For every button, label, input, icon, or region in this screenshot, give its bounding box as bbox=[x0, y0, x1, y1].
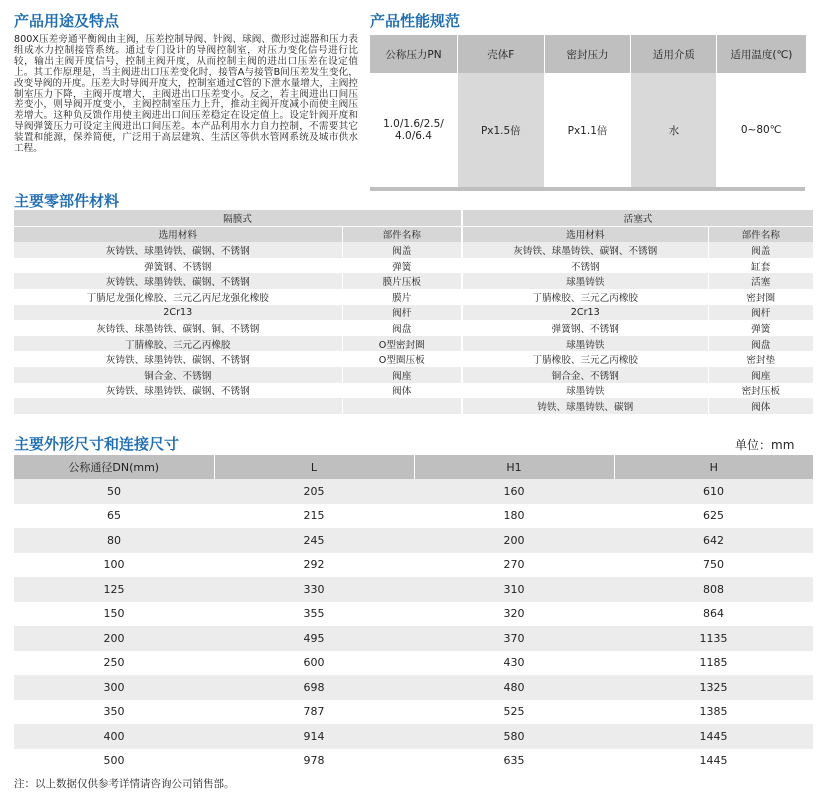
dimensions-row bbox=[14, 602, 813, 627]
performance-value-row bbox=[370, 73, 806, 187]
dimensions-header-row bbox=[14, 455, 813, 479]
perf-header-cell: 适用介质 bbox=[631, 35, 717, 73]
dimensions-cell: 610 bbox=[614, 479, 813, 504]
dimensions-cell: 320 bbox=[414, 602, 614, 627]
dimensions-row bbox=[14, 553, 813, 578]
dimensions-row bbox=[14, 749, 813, 774]
dimensions-row bbox=[14, 675, 813, 700]
materials-row bbox=[14, 289, 813, 305]
perf-header-cell: 公称压力PN bbox=[370, 35, 457, 73]
materials-title: 主要零部件材料 bbox=[14, 192, 120, 210]
materials-row bbox=[14, 242, 813, 258]
dimensions-cell: 525 bbox=[414, 700, 614, 725]
dimensions-cell: 1185 bbox=[614, 651, 813, 676]
materials-cell: 阀体 bbox=[342, 383, 462, 399]
materials-cell: 灰铸铁、球墨铸铁、碳钢、不锈钢 bbox=[14, 242, 342, 258]
perf-value-cell: Px1.5倍 bbox=[457, 73, 544, 187]
dimensions-cell: 200 bbox=[414, 528, 614, 553]
materials-cell: 灰铸铁、球墨铸铁、碳钢、不锈钢 bbox=[14, 351, 342, 367]
dimensions-cell: 355 bbox=[214, 602, 414, 627]
materials-cell: 丁腈橡胶、三元乙丙橡胶 bbox=[14, 336, 342, 352]
dimensions-cell: 698 bbox=[214, 675, 414, 700]
dimensions-row bbox=[14, 504, 813, 529]
dim-header-cell: 公称通径DN(mm) bbox=[14, 455, 214, 479]
materials-sub-header: 选用材料 bbox=[14, 226, 342, 242]
materials-row bbox=[14, 398, 813, 414]
dimensions-cell: 600 bbox=[214, 651, 414, 676]
dimensions-table bbox=[14, 455, 813, 773]
perf-value-cell: 0~80℃ bbox=[717, 73, 806, 187]
dimensions-cell: 350 bbox=[14, 700, 214, 725]
perf-header-cell: 壳体F bbox=[457, 35, 544, 73]
dimensions-cell: 750 bbox=[614, 553, 813, 578]
perf-value-cell: 1.0/1.6/2.5/ 4.0/6.4 bbox=[370, 73, 457, 187]
dimensions-cell: 808 bbox=[614, 577, 813, 602]
materials-row bbox=[14, 351, 813, 367]
materials-row bbox=[14, 305, 813, 321]
dimensions-cell: 180 bbox=[414, 504, 614, 529]
dimensions-row bbox=[14, 700, 813, 725]
materials-row bbox=[14, 258, 813, 274]
dimensions-cell: 160 bbox=[414, 479, 614, 504]
dimensions-cell: 500 bbox=[14, 749, 214, 774]
dimensions-cell: 370 bbox=[414, 626, 614, 651]
perf-value-cell: 水 bbox=[631, 73, 717, 187]
materials-group-header-row bbox=[14, 210, 813, 226]
materials-cell bbox=[342, 398, 462, 414]
materials-cell: 灰铸铁、球墨铸铁、碳钢、不锈钢 bbox=[462, 242, 708, 258]
dimensions-cell: 787 bbox=[214, 700, 414, 725]
perf-header-cell: 适用温度(℃) bbox=[717, 35, 806, 73]
performance-table bbox=[370, 35, 806, 191]
materials-sub-header: 选用材料 bbox=[462, 226, 708, 242]
dimensions-row bbox=[14, 528, 813, 553]
intro-paragraph: 800X压差旁通平衡阀由主阀，压差控制导阀、针阀、球阀、微形过滤器和压力表组成水力控制接管系统。通过专门设计的导阀控制室，对压力变化信号进行比较，输出主阀开度信号，控制主阀开度，从而控制主阀的进出口压差在设定值上。其工作原理是，当主阀进出口压差变化时，接管A与接管B间压差发生变化，改变导阀的开度。压差大时导阀开度大，控制室通过C管的下泄水量增大，主阀控制室压力下降，主阀开度增大，主阀进出口压差变小。反之，若主阀进出口间压差变小，则导阀开度变小，主阀控制室压力上升，推动主阀开度减小而使主阀压差增大。这种负反馈作用使主阀进出口间压差稳定在设定值上。设定针阀开度和导阀弹簧压力可设定主阀进出口间压差。本产品利用水力自力控制，不需要其它装置和能源，保养简便，广泛用于高层建筑、生活区等供水管网系统及城市供水工程。 bbox=[14, 34, 358, 155]
dimensions-cell: 330 bbox=[214, 577, 414, 602]
performance-title: 产品性能规范 bbox=[370, 12, 461, 30]
materials-cell: 膜片 bbox=[342, 289, 462, 305]
materials-cell: 2Cr13 bbox=[14, 305, 342, 321]
perf-value-cell: Px1.1倍 bbox=[544, 73, 631, 187]
materials-cell: 灰铸铁、球墨铸铁、碳钢、不锈钢 bbox=[14, 273, 342, 289]
materials-cell: 阀座 bbox=[342, 367, 462, 383]
dimensions-cell: 480 bbox=[414, 675, 614, 700]
materials-cell: 丁腈橡胶、三元乙丙橡胶 bbox=[462, 289, 708, 305]
materials-cell: 活塞 bbox=[708, 273, 813, 289]
dimensions-cell: 580 bbox=[414, 724, 614, 749]
dimensions-cell: 245 bbox=[214, 528, 414, 553]
dimensions-cell: 50 bbox=[14, 479, 214, 504]
dimensions-cell: 65 bbox=[14, 504, 214, 529]
materials-cell bbox=[14, 398, 342, 414]
dimensions-cell: 1445 bbox=[614, 724, 813, 749]
materials-cell: 阀座 bbox=[708, 367, 813, 383]
materials-cell: 密封垫 bbox=[708, 351, 813, 367]
materials-cell: 密封压板 bbox=[708, 383, 813, 399]
materials-group-header: 隔膜式 bbox=[14, 210, 462, 226]
dimensions-cell: 978 bbox=[214, 749, 414, 774]
materials-cell: 丁腈橡胶、三元乙丙橡胶 bbox=[462, 351, 708, 367]
dimensions-cell: 270 bbox=[414, 553, 614, 578]
materials-row bbox=[14, 336, 813, 352]
perf-header-cell: 密封压力 bbox=[544, 35, 631, 73]
materials-cell: 弹簧钢、不锈钢 bbox=[14, 258, 342, 274]
materials-cell: 2Cr13 bbox=[462, 305, 708, 321]
dimensions-cell: 430 bbox=[414, 651, 614, 676]
materials-row bbox=[14, 320, 813, 336]
dimensions-row bbox=[14, 651, 813, 676]
dimensions-cell: 495 bbox=[214, 626, 414, 651]
dimensions-cell: 100 bbox=[14, 553, 214, 578]
dimensions-cell: 215 bbox=[214, 504, 414, 529]
dimensions-cell: 642 bbox=[614, 528, 813, 553]
dimensions-cell: 914 bbox=[214, 724, 414, 749]
dimensions-cell: 1325 bbox=[614, 675, 813, 700]
dimensions-row bbox=[14, 479, 813, 504]
materials-cell: 密封圈 bbox=[708, 289, 813, 305]
materials-cell: 阀杆 bbox=[342, 305, 462, 321]
dimensions-cell: 864 bbox=[614, 602, 813, 627]
footnote: 注：以上数据仅供参考详情请咨询公司销售部。 bbox=[14, 778, 235, 790]
dimensions-cell: 1385 bbox=[614, 700, 813, 725]
dim-header-cell: H bbox=[614, 455, 813, 479]
dimensions-cell: 250 bbox=[14, 651, 214, 676]
materials-cell: 缸套 bbox=[708, 258, 813, 274]
materials-table bbox=[14, 210, 813, 414]
materials-sub-header-row bbox=[14, 226, 813, 242]
dimensions-cell: 80 bbox=[14, 528, 214, 553]
dim-header-cell: H1 bbox=[414, 455, 614, 479]
dimensions-cell: 292 bbox=[214, 553, 414, 578]
materials-row bbox=[14, 383, 813, 399]
performance-header-row bbox=[370, 35, 806, 73]
materials-cell: 阀盘 bbox=[342, 320, 462, 336]
dimensions-row bbox=[14, 577, 813, 602]
materials-cell: 弹簧 bbox=[708, 320, 813, 336]
materials-cell: 铜合金、不锈钢 bbox=[14, 367, 342, 383]
dimensions-cell: 1445 bbox=[614, 749, 813, 774]
materials-cell: O型密封圈 bbox=[342, 336, 462, 352]
materials-cell: 阀盖 bbox=[708, 242, 813, 258]
dimensions-cell: 125 bbox=[14, 577, 214, 602]
dimensions-cell: 205 bbox=[214, 479, 414, 504]
dimensions-row bbox=[14, 724, 813, 749]
dimensions-cell: 310 bbox=[414, 577, 614, 602]
materials-cell: 铜合金、不锈钢 bbox=[462, 367, 708, 383]
materials-row bbox=[14, 367, 813, 383]
intro-title: 产品用途及特点 bbox=[14, 12, 120, 30]
performance-bottom-bar bbox=[370, 187, 806, 191]
materials-cell: 球墨铸铁 bbox=[462, 273, 708, 289]
materials-cell: 丁腈尼龙强化橡胶、三元乙丙尼龙强化橡胶 bbox=[14, 289, 342, 305]
materials-row bbox=[14, 273, 813, 289]
materials-cell: 膜片压板 bbox=[342, 273, 462, 289]
materials-group-header: 活塞式 bbox=[462, 210, 813, 226]
materials-cell: 球墨铸铁 bbox=[462, 336, 708, 352]
materials-cell: 弹簧钢、不锈钢 bbox=[462, 320, 708, 336]
dimensions-title: 主要外形尺寸和连接尺寸 bbox=[14, 435, 180, 453]
dimensions-cell: 150 bbox=[14, 602, 214, 627]
dimensions-row bbox=[14, 626, 813, 651]
materials-cell: 阀杆 bbox=[708, 305, 813, 321]
materials-sub-header: 部件名称 bbox=[708, 226, 813, 242]
dimensions-cell: 1135 bbox=[614, 626, 813, 651]
materials-sub-header: 部件名称 bbox=[342, 226, 462, 242]
dimensions-cell: 625 bbox=[614, 504, 813, 529]
materials-cell: 铸铁、球墨铸铁、碳钢 bbox=[462, 398, 708, 414]
dimensions-cell: 200 bbox=[14, 626, 214, 651]
dimensions-cell: 300 bbox=[14, 675, 214, 700]
materials-cell: 弹簧 bbox=[342, 258, 462, 274]
materials-cell: 灰铸铁、球墨铸铁、碳钢、不锈钢 bbox=[14, 383, 342, 399]
dimensions-cell: 400 bbox=[14, 724, 214, 749]
materials-cell: 阀盘 bbox=[708, 336, 813, 352]
materials-cell: 阀体 bbox=[708, 398, 813, 414]
materials-cell: 不锈钢 bbox=[462, 258, 708, 274]
dim-header-cell: L bbox=[214, 455, 414, 479]
dimensions-cell: 635 bbox=[414, 749, 614, 774]
materials-cell: 球墨铸铁 bbox=[462, 383, 708, 399]
materials-cell: O型圈压板 bbox=[342, 351, 462, 367]
materials-cell: 灰铸铁、球墨铸铁、碳钢、铜、不锈钢 bbox=[14, 320, 342, 336]
materials-cell: 阀盖 bbox=[342, 242, 462, 258]
unit-label: 单位：mm bbox=[735, 438, 795, 452]
